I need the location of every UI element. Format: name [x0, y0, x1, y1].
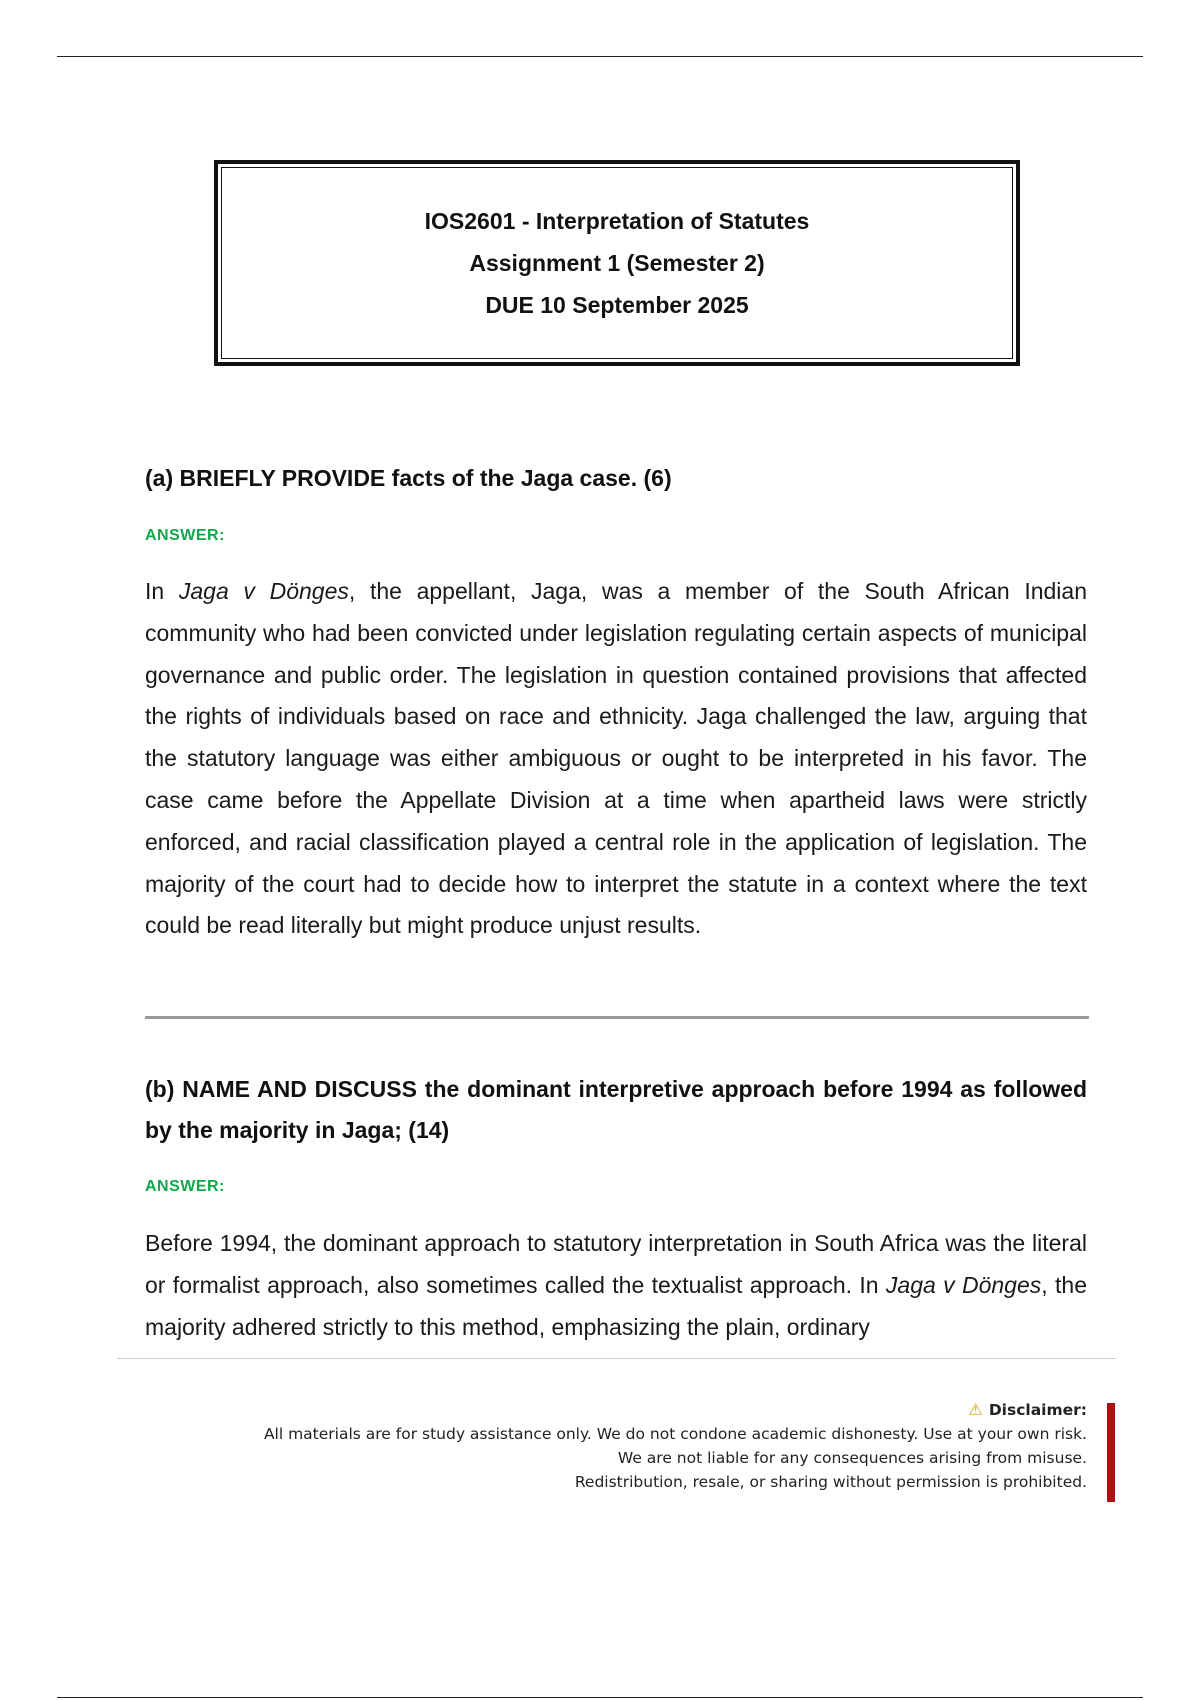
- disclaimer-title: Disclaimer:: [988, 1401, 1087, 1419]
- title-box-inner: [221, 167, 1013, 359]
- answer-b-paragraph: [145, 1223, 1087, 1353]
- section-divider: [145, 1016, 1089, 1019]
- answer-b-body: , the majority adhered strictly to this method, emphasizing the plain, ordinary: [145, 1271, 1087, 1340]
- case-name-a: Jaga v Dönges: [178, 578, 349, 604]
- disclaimer-accent-bar: [1107, 1403, 1115, 1502]
- title-box: [214, 160, 1020, 366]
- disclaimer-line: We are not liable for any consequences arising from misuse.: [617, 1449, 1087, 1467]
- answer-label-a: ANSWER:: [145, 527, 225, 544]
- bottom-rule: [57, 1697, 1143, 1698]
- disclaimer-line: All materials are for study assistance only. We do not condone academic dishonesty. Use at your own risk.: [263, 1425, 1087, 1443]
- answer-a-paragraph: [145, 571, 1087, 947]
- answer-label-b: ANSWER:: [145, 1178, 225, 1195]
- question-a: (a) BRIEFLY PROVIDE facts of the Jaga case. (6): [145, 465, 672, 491]
- question-b: (b) NAME AND DISCUSS the dominant interpretive approach before 1994 as followed by the majority in Jaga; (14): [145, 1076, 1087, 1143]
- warning-icon: ⚠: [968, 1400, 983, 1419]
- footer-rule: [117, 1358, 1116, 1359]
- case-name-b: Jaga v Dönges: [885, 1271, 1042, 1298]
- disclaimer-line: Redistribution, resale, or sharing without permission is prohibited.: [574, 1473, 1087, 1491]
- answer-b-lead: Before 1994, the dominant approach to statutory interpretation in South Africa was the literal or formalist approach, also sometimes called the textualist approach. In: [145, 1230, 1087, 1298]
- answer-a-body: , the appellant, Jaga, was a member of the South African Indian community who had been convicted under legislation regulating certain aspects of municipal governance and public order. The legislation in question contained provisions that affected the rights of individuals based on race and ethnicity. Jaga challenged the law, arguing that the statutory language was either ambiguous or ought to be interpreted in his favor. The case came before the Appellate Division at a time when apartheid laws were strictly enforced, and racial classification played a central role in the application of legislation. The majority of the court had to decide how to interpret the statute in a context where the text could be read literally but might produce unjust results.: [145, 578, 1087, 939]
- due-date: DUE 10 September 2025: [485, 292, 749, 318]
- course-title: IOS2601 - Interpretation of Statutes: [424, 208, 810, 234]
- answer-a-lead: In: [145, 578, 179, 604]
- disclaimer: [180, 1398, 1087, 1494]
- top-rule: [57, 56, 1143, 57]
- disclaimer-heading: [180, 1398, 1087, 1422]
- assignment-title: Assignment 1 (Semester 2): [469, 250, 765, 276]
